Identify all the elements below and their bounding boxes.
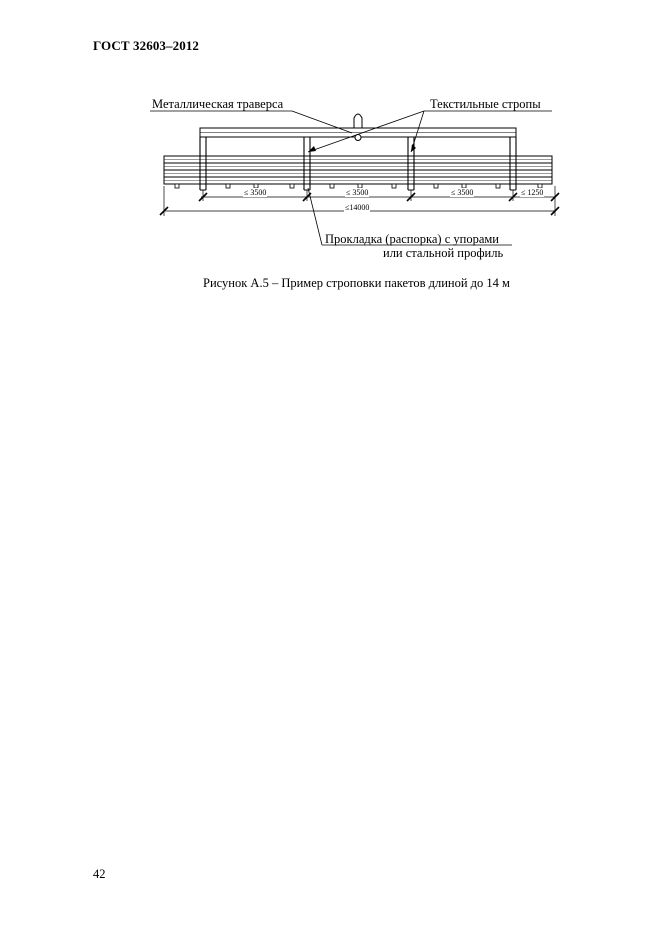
dimension-span-2: ≤ 3500 [346,188,369,197]
slinging-diagram [0,0,661,300]
dimension-overhang: ≤ 1250 [521,188,544,197]
metal-traverse [200,114,516,141]
label-spacer-line2: или стальной профиль [383,246,504,260]
leader-arrows [308,144,416,152]
dimension-span-1: ≤ 3500 [244,188,267,197]
pipe-package [164,156,552,184]
figure-caption: Рисунок А.5 – Пример строповки пакетов длиной до 14 м [203,276,510,290]
dimension-span-3: ≤ 3500 [451,188,474,197]
document-header: ГОСТ 32603–2012 [93,38,200,53]
label-metal-traverse: Металлическая траверса [152,97,284,111]
page-number: 42 [93,867,106,881]
label-textile-slings: Текстильные стропы [430,97,541,111]
dimension-total: ≤14000 [345,203,370,212]
label-spacer-line1: Прокладка (распорка) с упорами [325,232,499,246]
